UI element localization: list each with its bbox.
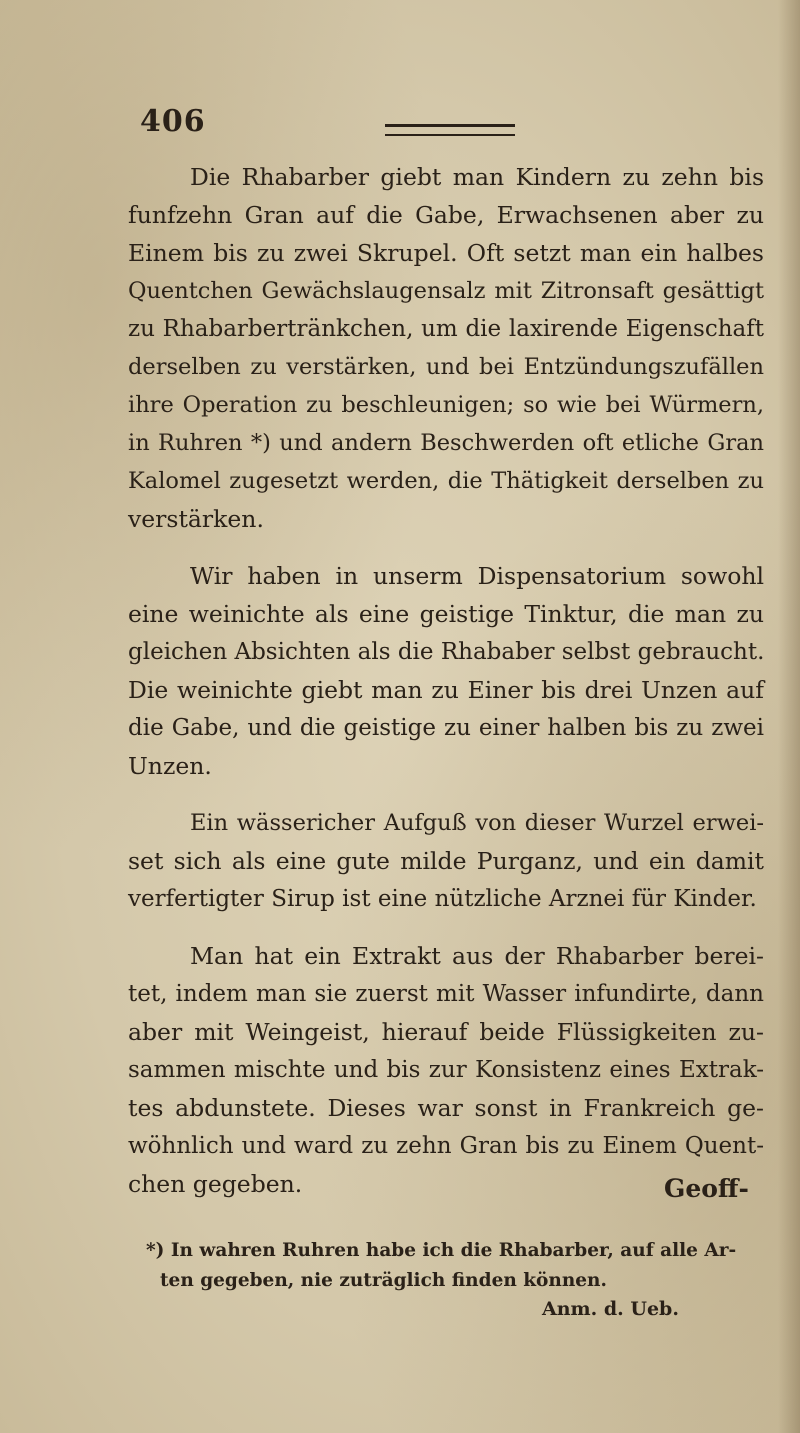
header-rule	[385, 124, 515, 136]
page-number: 406	[140, 104, 206, 139]
text-line: ihre Operation zu beschleunigen; so wie bei Würmern,	[128, 392, 764, 418]
text-line: Die Rhabarber giebt man Kindern zu zehn bis	[190, 163, 764, 191]
text-line: in Ruhren *) und andern Beschwerden oft etliche Gran	[128, 430, 764, 456]
footnote	[146, 1236, 756, 1296]
text-line: chen gegeben.	[128, 1170, 303, 1198]
text-line: die Gabe, und die geistige zu einer halben bis zu zwei	[128, 715, 764, 741]
text-line: Unzen.	[128, 752, 212, 780]
text-line: aber mit Weingeist, hierauf beide Flüssigkeiten zu-	[128, 1018, 764, 1046]
footnote-line: *) In wahren Ruhren habe ich die Rhabarber, auf alle Ar-	[146, 1240, 737, 1261]
text-line: sammen mischte und bis zur Konsistenz eines Extrak-	[128, 1057, 764, 1083]
text-line: zu Rhabarbertränkchen, um die laxirende Eigenschaft	[128, 316, 764, 342]
page-edge-shadow	[778, 0, 800, 1433]
text-line: Quentchen Gewächslaugensalz mit Zitronsaft gesättigt	[128, 278, 764, 304]
paragraph-1	[128, 158, 764, 538]
body-text	[128, 158, 764, 1222]
text-line: wöhnlich und ward zu zehn Gran bis zu Einem Quent-	[128, 1133, 764, 1159]
text-line: Ein wässericher Aufguß von dieser Wurzel erwei-	[190, 810, 764, 836]
text-line: Man hat ein Extrakt aus der Rhabarber berei-	[190, 942, 764, 970]
text-line: set sich als eine gute milde Purganz, und ein damit	[128, 847, 764, 875]
text-line: tet, indem man sie zuerst mit Wasser infundirte, dann	[128, 981, 764, 1007]
paragraph-2	[128, 557, 764, 785]
paragraph-3	[128, 804, 764, 918]
text-line: funfzehn Gran auf die Gabe, Erwachsenen aber zu	[128, 201, 764, 229]
footnote-line: ten gegeben, nie zuträglich finden können.	[160, 1270, 607, 1291]
text-line: Die weinichte giebt man zu Einer bis drei Unzen auf	[128, 676, 764, 704]
text-line: verstärken.	[128, 505, 264, 533]
text-line: tes abdunstete. Dieses war sonst in Frankreich ge-	[128, 1094, 764, 1122]
text-line: verfertigter Sirup ist eine nützliche Arznei für Kinder.	[128, 886, 757, 912]
text-line: eine weinichte als eine geistige Tinktur, die man zu	[128, 600, 764, 628]
text-line: Kalomel zugesetzt werden, die Thätigkeit derselben zu	[128, 468, 764, 494]
text-line: Wir haben in unserm Dispensatorium sowohl	[190, 562, 764, 590]
catchword: Geoff-	[664, 1174, 749, 1203]
paragraph-4	[128, 937, 764, 1203]
footnote-attribution: Anm. d. Ueb.	[542, 1298, 679, 1320]
text-line: Einem bis zu zwei Skrupel. Oft setzt man ein halbes	[128, 239, 764, 267]
text-line: gleichen Absichten als die Rhababer selbst gebraucht.	[128, 639, 765, 665]
text-line: derselben zu verstärken, und bei Entzündungszufällen	[128, 354, 764, 380]
